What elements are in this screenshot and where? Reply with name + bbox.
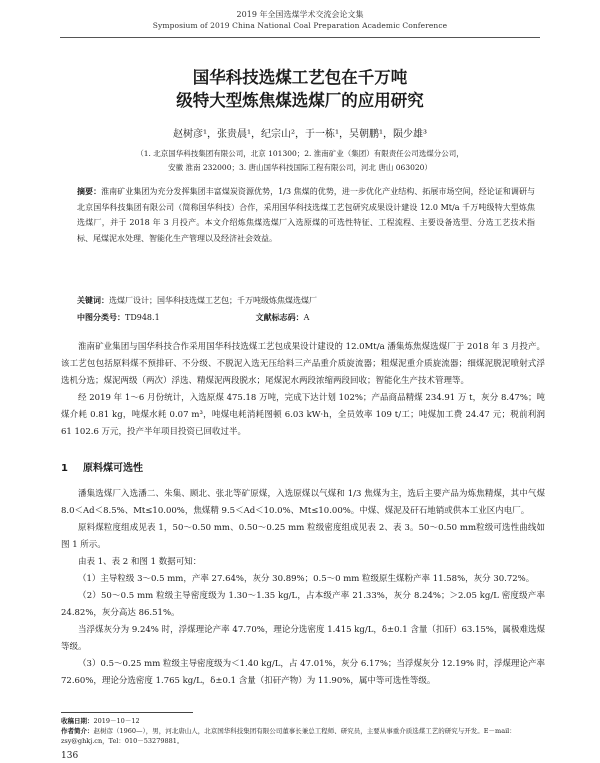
section-number: 1 <box>61 463 68 474</box>
keywords-label: 关键词： <box>77 296 109 305</box>
footnote-divider <box>61 712 193 713</box>
affiliation-line-2: 安徽 淮南 232000；3. 唐山国华科技国际工程有限公司，河北 唐山 063020） <box>168 163 432 172</box>
abstract-text: 淮南矿业集团为充分发挥集团丰富煤炭资源优势，1/3 焦煤的优势，进一步优化产业结构、拓展市场空间，经论证和调研与北京国华科技集团有限公司（简称国华科技）合作，采用国华科技选煤工艺包研究成果设计建设 12.0 Mt/a 千万吨级特大型炼焦选煤厂，并于 2018 年 3 月投产。本文介绍炼焦煤选煤厂入选原煤的可选性特征、工程流程、主要设备选型、分选工艺技术指标、尾煤泥水处理、智能化生产管理以及经济社会效益。 <box>77 187 535 243</box>
body-paragraph: 潘集选煤厂入选潘二、朱集、顾北、张北等矿原煤，入选原煤以气煤和 1/3 焦煤为主，选后主要产品为炼焦精煤，其中气煤 8.0＜Ad＜8.5%、Mt≤10.00%，焦煤精 9.5＜Ad＜10.0%、Mt≤10.00%。中煤、煤泥及矸石地销或供本工业区内电厂。 <box>61 489 545 516</box>
author-bio-text: 赵树彦（1960—），男，河北唐山人，北京国华科技集团有限公司董事长兼总工程师、研究员，主要从事重介质选煤工艺的研究与开发。E－mail：zsy@ghkj.cn，Tel：010－53279881。 <box>61 727 516 745</box>
received-label: 收稿日期： <box>61 717 94 725</box>
received-date-note <box>61 716 545 726</box>
author-bio-label: 作者简介： <box>61 727 94 735</box>
body-paragraph: 经 2019 年 1～6 月份统计，入选原煤 475.18 万吨，完成下达计划 102%；产品商品精煤 234.91 万 t，灰分 8.47%；吨煤介耗 0.81 kg，吨煤水耗 0.07 m³，吨煤电耗消耗图顿 6.03 kW·h，全员效率 109 t/工；吨煤加工费 24.47 元；税前利润 61 102.6 万元，投产半年项目投资已回收过半。 <box>61 393 545 437</box>
body-paragraph: 由表 1、表 2 和图 1 数据可知： <box>78 557 202 567</box>
intro-body <box>61 339 545 441</box>
running-header <box>0 9 600 31</box>
section-title: 原料煤可选性 <box>83 463 143 474</box>
header-title-cn: 2019 年全国选煤学术交流会论文集 <box>236 10 364 19</box>
body-paragraph: 原料煤粒度组成见表 1，50～0.50 mm、0.50～0.25 mm 粒级密度组成见表 2、表 3。50～0.50 mm粒级可选性曲线如图 1 所示。 <box>61 523 545 550</box>
keywords-text: 选煤厂设计；国华科技选煤工艺包；千万吨级炼焦煤选煤厂 <box>109 296 317 305</box>
doc-code-value: A <box>303 313 310 322</box>
body-paragraph: 淮南矿业集团与国华科技合作采用国华科技选煤工艺包成果设计建设的 12.0Mt/a 潘集炼焦煤选煤厂于 2018 年 3 月投产。该工艺包包括原料煤不预排矸、不分级、不脱泥入选无压给料三产品重介质旋流器；粗煤泥重介质旋流器；细煤泥脱泥喷射式浮选机分选；煤泥两级（两次）浮选、精煤泥两段脱水；尾煤泥水两段浓缩两段回收；智能化生产技术管理等。 <box>61 342 545 386</box>
class-number-value: TD948.1 <box>125 313 160 322</box>
classification-line <box>77 312 535 324</box>
doc-code-label: 文献标志码： <box>255 313 304 322</box>
section-heading <box>61 462 143 476</box>
abstract <box>77 184 535 246</box>
section-body <box>61 486 545 690</box>
title-line-2: 级特大型炼焦煤选煤厂的应用研究 <box>176 91 424 110</box>
title-line-1: 国华科技选煤工艺包在千万吨 <box>192 68 408 87</box>
header-divider <box>60 37 540 38</box>
class-number-label: 中图分类号： <box>77 313 125 322</box>
affiliation-line-1: （1. 北京国华科技集团有限公司，北京 101300；2. 淮南矿业（集团）有限责任公司选煤分公司， <box>136 149 464 158</box>
body-paragraph: （1）主导粒级 3～0.5 mm，产率 27.64%，灰分 30.89%；0.5～0 mm 粒级原生煤粉产率 11.58%，灰分 30.72%。 <box>78 574 535 584</box>
body-paragraph: （3）0.5～0.25 mm 粒级主导密度级为＜1.40 kg/L，占 47.01%，灰分 6.17%；当浮煤灰分 12.19% 时，浮煤理论产率 72.60%，理论分选密度 1.765 kg/L，δ±0.1 含量（扣矸产物）为 11.90%，属中等可选性等级。 <box>61 659 545 686</box>
article-title <box>0 66 600 112</box>
body-paragraph: 当浮煤灰分为 9.24% 时，浮煤理论产率 47.70%，理论分选密度 1.415 kg/L，δ±0.1 含量（扣矸）63.15%，属极难选煤等级。 <box>61 625 545 652</box>
author-bio-note <box>61 726 545 746</box>
abstract-label: 摘要： <box>77 187 102 196</box>
header-title-en: Symposium of 2019 China National Coal Preparation Academic Conference <box>152 21 448 30</box>
keywords <box>77 295 535 307</box>
author-list: 赵树彦¹，张贵晨¹，纪宗山²，于一栋¹，吴朝鹏¹，陨少雄³ <box>172 129 428 140</box>
received-value: 2019－10－12 <box>93 717 140 725</box>
body-paragraph: （2）50～0.5 mm 粒级主导密度级为 1.30～1.35 kg/L，占本级产率 21.33%，灰分 8.24%；＞2.05 kg/L 密度级产率 24.82%，灰分高达 86.51%。 <box>61 591 545 618</box>
page-number: 136 <box>61 751 79 761</box>
